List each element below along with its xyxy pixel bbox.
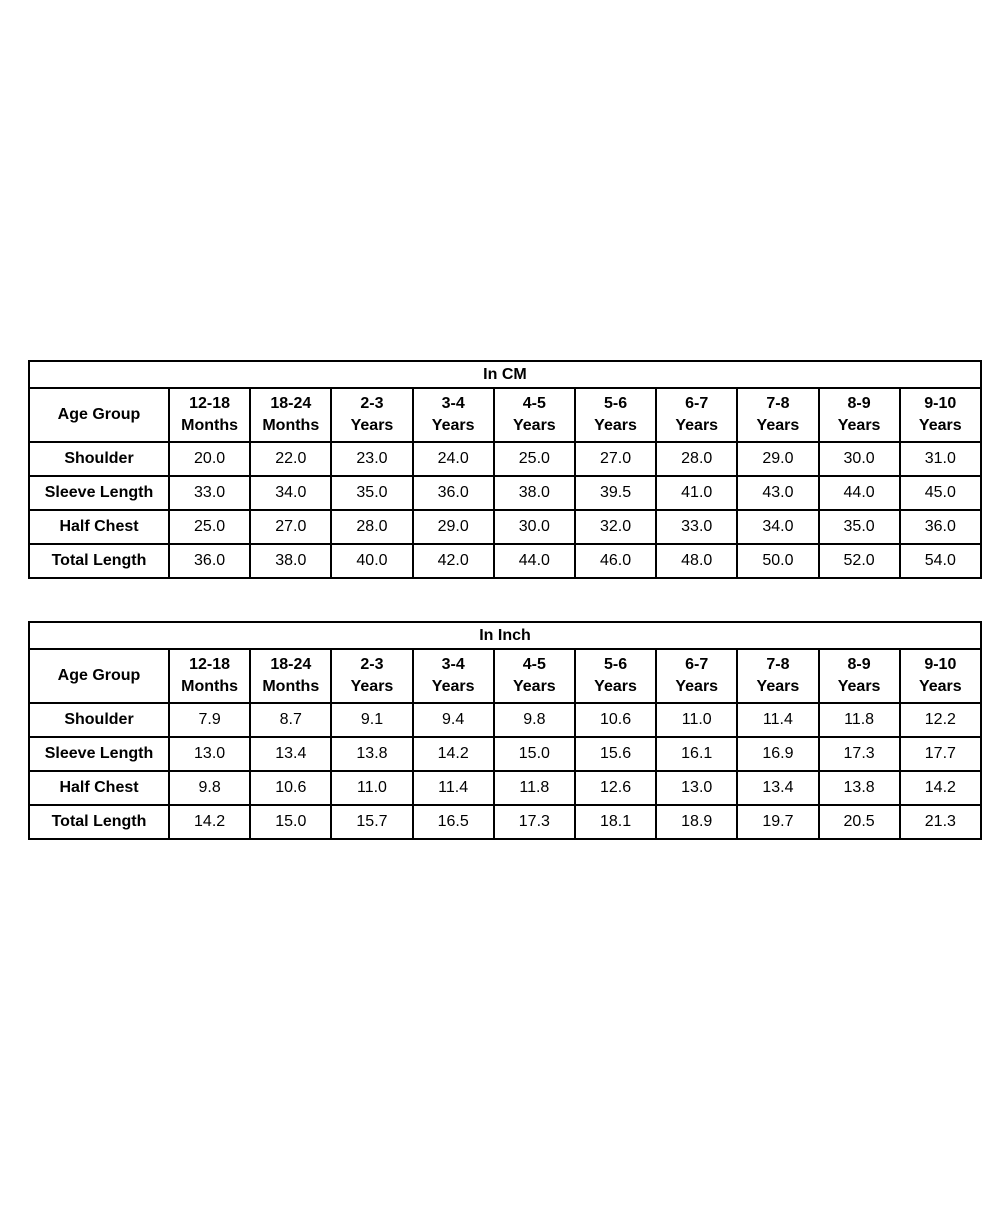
age-range-line: 18-24 bbox=[270, 395, 312, 412]
measurement-value: 9.4 bbox=[413, 703, 494, 737]
measurement-value: 17.3 bbox=[819, 737, 900, 771]
measurement-value: 35.0 bbox=[331, 476, 412, 510]
column-header-age-range bbox=[900, 388, 981, 442]
measurement-value: 13.4 bbox=[250, 737, 331, 771]
table-row bbox=[29, 771, 981, 805]
row-label: Half Chest bbox=[29, 771, 169, 805]
measurement-value: 42.0 bbox=[413, 544, 494, 578]
measurement-value: 27.0 bbox=[575, 442, 656, 476]
measurement-value: 22.0 bbox=[250, 442, 331, 476]
table-row bbox=[29, 737, 981, 771]
age-range-line: 6-7 bbox=[685, 395, 709, 412]
column-header-age-range bbox=[413, 388, 494, 442]
measurement-value: 11.8 bbox=[819, 703, 900, 737]
measurement-value: 38.0 bbox=[250, 544, 331, 578]
age-unit-line: Years bbox=[918, 417, 962, 434]
measurement-value: 13.8 bbox=[331, 737, 412, 771]
age-unit-line: Years bbox=[594, 678, 637, 695]
age-range-line: 3-4 bbox=[441, 395, 465, 412]
measurement-value: 12.6 bbox=[575, 771, 656, 805]
measurement-value: 36.0 bbox=[900, 510, 981, 544]
age-unit-line: Years bbox=[756, 678, 800, 695]
table-title: In CM bbox=[29, 361, 981, 388]
age-range-line: 9-10 bbox=[924, 656, 957, 673]
measurement-value: 12.2 bbox=[900, 703, 981, 737]
measurement-value: 19.7 bbox=[737, 805, 818, 839]
measurement-value: 10.6 bbox=[250, 771, 331, 805]
measurement-value: 40.0 bbox=[331, 544, 412, 578]
measurement-value: 30.0 bbox=[819, 442, 900, 476]
measurement-value: 39.5 bbox=[575, 476, 656, 510]
measurement-value: 50.0 bbox=[737, 544, 818, 578]
measurement-value: 34.0 bbox=[737, 510, 818, 544]
measurement-value: 20.0 bbox=[169, 442, 250, 476]
measurement-value: 41.0 bbox=[656, 476, 737, 510]
column-header-age-range bbox=[494, 388, 575, 442]
measurement-value: 33.0 bbox=[169, 476, 250, 510]
size-table-inch bbox=[28, 621, 982, 840]
column-header-age-group: Age Group bbox=[29, 388, 169, 442]
measurement-value: 13.4 bbox=[737, 771, 818, 805]
table-title: In Inch bbox=[29, 622, 981, 649]
measurement-value: 10.6 bbox=[575, 703, 656, 737]
measurement-value: 48.0 bbox=[656, 544, 737, 578]
column-header-age-range bbox=[169, 649, 250, 703]
measurement-value: 23.0 bbox=[331, 442, 412, 476]
column-header-age-range bbox=[331, 649, 412, 703]
age-unit-line: Years bbox=[837, 417, 881, 434]
age-range-line: 4-5 bbox=[522, 656, 546, 673]
measurement-value: 18.9 bbox=[656, 805, 737, 839]
measurement-value: 27.0 bbox=[250, 510, 331, 544]
age-range-line: 18-24 bbox=[270, 656, 312, 673]
measurement-value: 18.1 bbox=[575, 805, 656, 839]
measurement-value: 35.0 bbox=[819, 510, 900, 544]
column-header-age-range bbox=[575, 388, 656, 442]
age-unit-line: Years bbox=[675, 417, 719, 434]
measurement-value: 46.0 bbox=[575, 544, 656, 578]
table-row bbox=[29, 476, 981, 510]
measurement-value: 21.3 bbox=[900, 805, 981, 839]
age-range-line: 3-4 bbox=[441, 656, 465, 673]
measurement-value: 44.0 bbox=[494, 544, 575, 578]
row-label: Sleeve Length bbox=[29, 737, 169, 771]
measurement-value: 34.0 bbox=[250, 476, 331, 510]
column-header-age-range bbox=[737, 649, 818, 703]
age-unit-line: Months bbox=[181, 417, 239, 434]
age-range-line: 6-7 bbox=[685, 656, 709, 673]
row-label: Sleeve Length bbox=[29, 476, 169, 510]
size-table-cm bbox=[28, 360, 982, 579]
column-header-age-range bbox=[819, 649, 900, 703]
age-range-line: 7-8 bbox=[766, 395, 790, 412]
measurement-value: 11.4 bbox=[737, 703, 818, 737]
measurement-value: 17.7 bbox=[900, 737, 981, 771]
measurement-value: 38.0 bbox=[494, 476, 575, 510]
measurement-value: 31.0 bbox=[900, 442, 981, 476]
measurement-value: 28.0 bbox=[331, 510, 412, 544]
age-unit-line: Months bbox=[262, 678, 320, 695]
measurement-value: 14.2 bbox=[413, 737, 494, 771]
measurement-value: 7.9 bbox=[169, 703, 250, 737]
measurement-value: 13.0 bbox=[169, 737, 250, 771]
column-header-age-range bbox=[413, 649, 494, 703]
measurement-value: 15.6 bbox=[575, 737, 656, 771]
size-chart-document bbox=[28, 360, 980, 882]
column-header-age-range bbox=[819, 388, 900, 442]
measurement-value: 45.0 bbox=[900, 476, 981, 510]
measurement-value: 43.0 bbox=[737, 476, 818, 510]
column-header-age-range bbox=[575, 649, 656, 703]
age-range-line: 2-3 bbox=[360, 395, 384, 412]
measurement-value: 25.0 bbox=[169, 510, 250, 544]
age-unit-line: Years bbox=[431, 678, 475, 695]
age-unit-line: Years bbox=[431, 417, 475, 434]
age-range-line: 12-18 bbox=[189, 656, 231, 673]
measurement-value: 16.1 bbox=[656, 737, 737, 771]
age-range-line: 2-3 bbox=[360, 656, 384, 673]
row-label: Total Length bbox=[29, 544, 169, 578]
age-unit-line: Years bbox=[512, 678, 556, 695]
measurement-value: 16.9 bbox=[737, 737, 818, 771]
table-row bbox=[29, 805, 981, 839]
row-label: Shoulder bbox=[29, 442, 169, 476]
measurement-value: 15.0 bbox=[494, 737, 575, 771]
column-header-age-range bbox=[169, 388, 250, 442]
measurement-value: 14.2 bbox=[169, 805, 250, 839]
age-range-line: 9-10 bbox=[924, 395, 957, 412]
age-unit-line: Years bbox=[350, 678, 394, 695]
age-unit-line: Months bbox=[181, 678, 239, 695]
measurement-value: 44.0 bbox=[819, 476, 900, 510]
column-header-age-group: Age Group bbox=[29, 649, 169, 703]
measurement-value: 11.4 bbox=[413, 771, 494, 805]
age-unit-line: Years bbox=[594, 417, 637, 434]
column-header-age-range bbox=[331, 388, 412, 442]
measurement-value: 13.8 bbox=[819, 771, 900, 805]
row-label: Half Chest bbox=[29, 510, 169, 544]
measurement-value: 9.1 bbox=[331, 703, 412, 737]
measurement-value: 11.0 bbox=[331, 771, 412, 805]
age-unit-line: Years bbox=[350, 417, 394, 434]
measurement-value: 36.0 bbox=[413, 476, 494, 510]
column-header-age-range bbox=[494, 649, 575, 703]
table-row bbox=[29, 703, 981, 737]
table-row bbox=[29, 442, 981, 476]
age-unit-line: Years bbox=[918, 678, 962, 695]
measurement-value: 11.0 bbox=[656, 703, 737, 737]
measurement-value: 24.0 bbox=[413, 442, 494, 476]
age-unit-line: Years bbox=[512, 417, 556, 434]
measurement-value: 52.0 bbox=[819, 544, 900, 578]
measurement-value: 54.0 bbox=[900, 544, 981, 578]
measurement-value: 20.5 bbox=[819, 805, 900, 839]
measurement-value: 33.0 bbox=[656, 510, 737, 544]
measurement-value: 9.8 bbox=[169, 771, 250, 805]
table-row bbox=[29, 510, 981, 544]
column-header-age-range bbox=[250, 649, 331, 703]
measurement-value: 29.0 bbox=[737, 442, 818, 476]
age-unit-line: Months bbox=[262, 417, 320, 434]
row-label: Total Length bbox=[29, 805, 169, 839]
measurement-value: 9.8 bbox=[494, 703, 575, 737]
row-label: Shoulder bbox=[29, 703, 169, 737]
measurement-value: 36.0 bbox=[169, 544, 250, 578]
age-unit-line: Years bbox=[756, 417, 800, 434]
age-range-line: 8-9 bbox=[847, 395, 871, 412]
measurement-value: 15.0 bbox=[250, 805, 331, 839]
measurement-value: 25.0 bbox=[494, 442, 575, 476]
age-unit-line: Years bbox=[837, 678, 881, 695]
measurement-value: 28.0 bbox=[656, 442, 737, 476]
age-unit-line: Years bbox=[675, 678, 719, 695]
age-range-line: 5-6 bbox=[603, 656, 628, 673]
age-range-line: 8-9 bbox=[847, 656, 871, 673]
measurement-value: 11.8 bbox=[494, 771, 575, 805]
column-header-age-range bbox=[250, 388, 331, 442]
age-range-line: 12-18 bbox=[189, 395, 231, 412]
measurement-value: 16.5 bbox=[413, 805, 494, 839]
measurement-value: 8.7 bbox=[250, 703, 331, 737]
measurement-value: 13.0 bbox=[656, 771, 737, 805]
age-range-line: 4-5 bbox=[522, 395, 546, 412]
table-row bbox=[29, 544, 981, 578]
measurement-value: 17.3 bbox=[494, 805, 575, 839]
age-range-line: 5-6 bbox=[603, 395, 628, 412]
age-range-line: 7-8 bbox=[766, 656, 790, 673]
measurement-value: 29.0 bbox=[413, 510, 494, 544]
column-header-age-range bbox=[656, 388, 737, 442]
measurement-value: 15.7 bbox=[331, 805, 412, 839]
column-header-age-range bbox=[900, 649, 981, 703]
measurement-value: 30.0 bbox=[494, 510, 575, 544]
column-header-age-range bbox=[656, 649, 737, 703]
measurement-value: 32.0 bbox=[575, 510, 656, 544]
measurement-value: 14.2 bbox=[900, 771, 981, 805]
column-header-age-range bbox=[737, 388, 818, 442]
